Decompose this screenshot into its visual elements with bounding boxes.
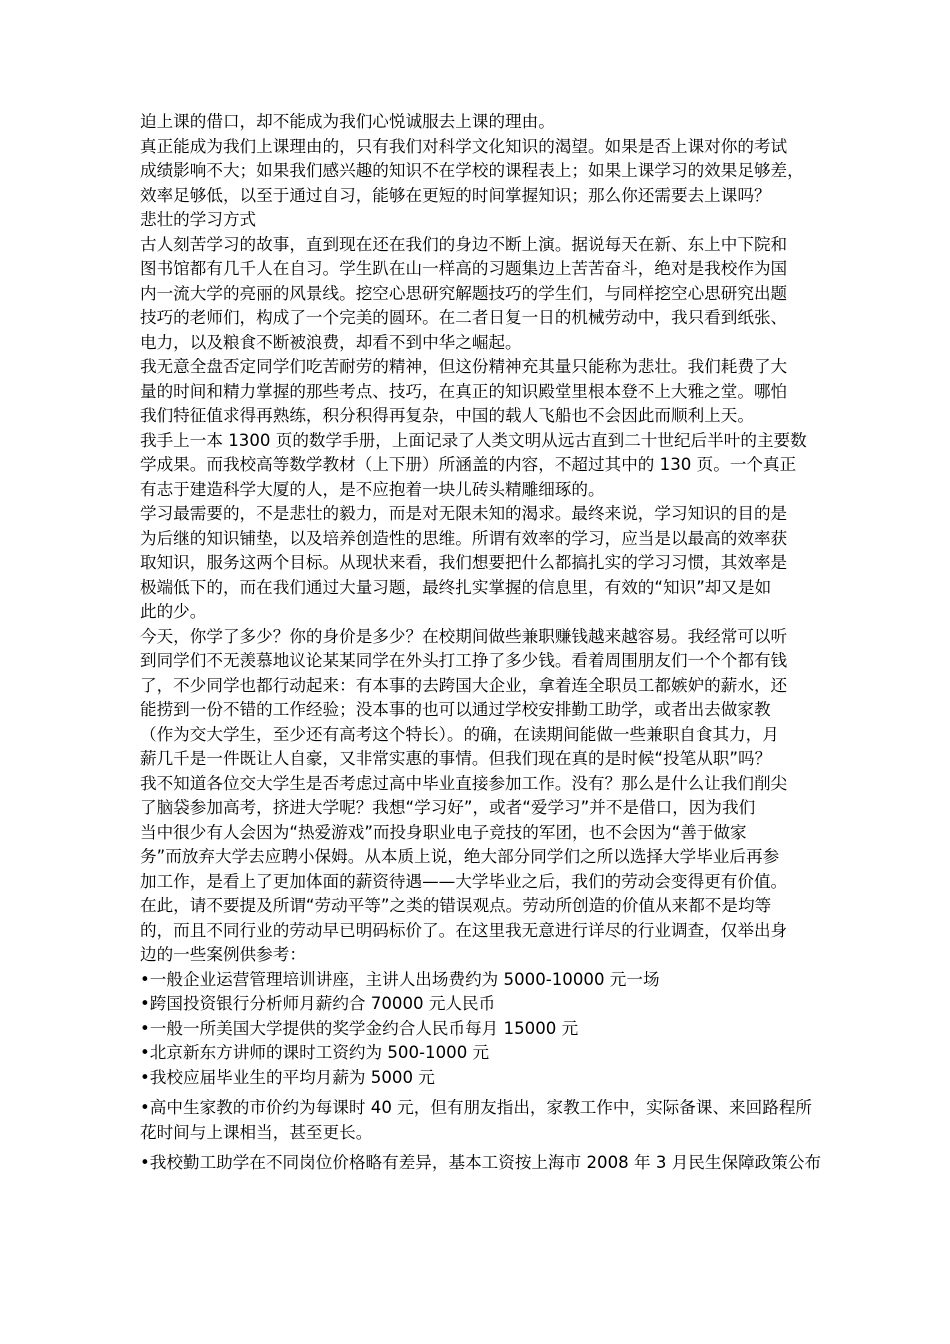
- paragraph-line: 量的时间和精力掌握的那些考点、技巧，在真正的知识殿堂里根本登不上大雅之堂。哪怕: [140, 381, 788, 401]
- bullet-list: [140, 968, 830, 1176]
- paragraph-line: 我无意全盘否定同学们吃苦耐劳的精神，但这份精神充其量只能称为悲壮。我们耗费了大: [140, 357, 788, 376]
- list-item: •一般一所美国大学提供的奖学金约合人民币每月 15000 元: [140, 1018, 579, 1038]
- paragraph-line: 边的一些案例供参考：: [140, 945, 306, 964]
- paragraph-line: 学习最需要的，不是悲壮的毅力，而是对无限未知的渴求。最终来说，学习知识的目的是: [140, 504, 788, 523]
- list-item: •一般企业运营管理培训讲座，主讲人出场费约为 5000-10000 元一场: [140, 969, 660, 989]
- paragraph-line: 务”而放弃大学去应聘小保姆。从本质上说，绝大部分同学们之所以选择大学毕业后再参: [140, 847, 780, 866]
- paragraph-line: 薪几千是一件既让人自豪，又非常实惠的事情。但我们现在真的是时候“投笔从职”吗？: [140, 749, 772, 768]
- paragraph-line: 技巧的老师们，构成了一个完美的圆环。在二者日复一日的机械劳动中，我只看到纸张、: [140, 308, 788, 327]
- paragraph-line: 能捞到一份不错的工作经验；没本事的也可以通过学校安排勤工助学，或者出去做家教: [140, 700, 771, 719]
- paragraph-line: 成绩影响不大；如果我们感兴趣的知识不在学校的课程表上；如果上课学习的效果足够差，: [140, 161, 804, 180]
- paragraph-line: 极端低下的，而在我们通过大量习题，最终扎实掌握的信息里，有效的“知识”却又是如: [140, 577, 772, 597]
- paragraph-line: 此的少。: [140, 602, 207, 621]
- paragraph-line: 电力，以及粮食不断被浪费，却看不到中华之崛起。: [140, 332, 522, 352]
- list-item: •北京新东方讲师的课时工资约为 500-1000 元: [140, 1043, 490, 1062]
- paragraph-line: 内一流大学的亮丽的风景线。挖空心思研究解题技巧的学生们，与同样挖空心思研究出题: [140, 283, 788, 303]
- paragraph-line: 在此，请不要提及所谓“劳动平等”之类的错误观点。劳动所创造的价值从来都不是均等: [140, 896, 772, 915]
- paragraph-line: 我们特征值求得再熟练，积分积得再复杂，中国的载人飞船也不会因此而顺利上天。: [140, 406, 754, 425]
- paragraph-line: 的，而且不同行业的劳动早已明码标价了。在这里我无意进行详尽的行业调查，仅举出身: [140, 920, 788, 940]
- paragraph-line: 真正能成为我们上课理由的，只有我们对科学文化知识的渴望。如果是否上课对你的考试: [140, 136, 788, 156]
- paragraph-line: 迫上课的借口，却不能成为我们心悦诚服去上课的理由。: [140, 112, 555, 131]
- section-heading: 悲壮的学习方式: [140, 210, 257, 229]
- paragraph-line: 我不知道各位交大学生是否考虑过高中毕业直接参加工作。没有？那么是什么让我们削尖: [140, 773, 788, 793]
- paragraph-line: 当中很少有人会因为“热爱游戏”而投身职业电子竞技的军团，也不会因为“善于做家: [140, 822, 747, 842]
- list-item: •跨国投资银行分析师月薪约合 70000 元人民币: [140, 994, 496, 1013]
- paragraph-line: 图书馆都有几千人在自习。学生趴在山一样高的习题集边上苦苦奋斗，绝对是我校作为国: [140, 259, 788, 278]
- paragraph-line: 取知识，服务这两个目标。从现状来看，我们想要把什么都搞扎实的学习习惯，其效率是: [140, 553, 788, 572]
- list-item: •高中生家教的市价约为每课时 40 元，但有朋友指出，家教工作中，实际备课、来回路程所: [140, 1098, 813, 1117]
- paragraph-line: 效率足够低，以至于通过自习，能够在更短的时间掌握知识；那么你还需要去上课吗？: [140, 185, 771, 205]
- paragraph-line: （作为交大学生，至少还有高考这个特长）。的确，在读期间能做一些兼职自食其力，月: [140, 724, 779, 744]
- paragraph-line: 加工作，是看上了更加体面的薪资待遇——大学毕业之后，我们的劳动会变得更有价值。: [140, 871, 788, 891]
- paragraph-line: 到同学们不无羡慕地议论某某同学在外头打工挣了多少钱。看着周围朋友们一个个都有钱: [140, 651, 788, 670]
- list-item: •我校勤工助学在不同岗位价格略有差异，基本工资按上海市 2008 年 3 月民生保障政策公布: [140, 1153, 822, 1172]
- paragraph-line: 为后继的知识铺垫，以及培养创造性的思维。所谓有效率的学习，应当是以最高的效率获: [140, 528, 788, 548]
- list-item-continuation: 花时间与上课相当，甚至更长。: [140, 1122, 373, 1142]
- paragraph-line: 古人刻苦学习的故事，直到现在还在我们的身边不断上演。据说每天在新、东上中下院和: [140, 234, 788, 254]
- paragraph-line: 今天，你学了多少？你的身价是多少？在校期间做些兼职赚钱越来越容易。我经常可以听: [140, 626, 788, 646]
- paragraph-line: 了，不少同学也都行动起来：有本事的去跨国大企业，拿着连全职员工都嫉妒的薪水，还: [140, 675, 788, 695]
- document-page: [140, 110, 830, 1176]
- list-item: •我校应届毕业生的平均月薪为 5000 元: [140, 1067, 435, 1087]
- paragraph-line: 有志于建造科学大厦的人，是不应抱着一块儿砖头精雕细琢的。: [140, 479, 605, 499]
- paragraph-line: 我手上一本 1300 页的数学手册，上面记录了人类文明从远古直到二十世纪后半叶的主要数: [140, 430, 807, 450]
- paragraph-line: 学成果。而我校高等数学教材（上下册）所涵盖的内容，不超过其中的 130 页。一个真正: [140, 455, 797, 474]
- paragraph-line: 了脑袋参加高考，挤进大学呢？我想“学习好”，或者“爱学习”并不是借口，因为我们: [140, 798, 756, 817]
